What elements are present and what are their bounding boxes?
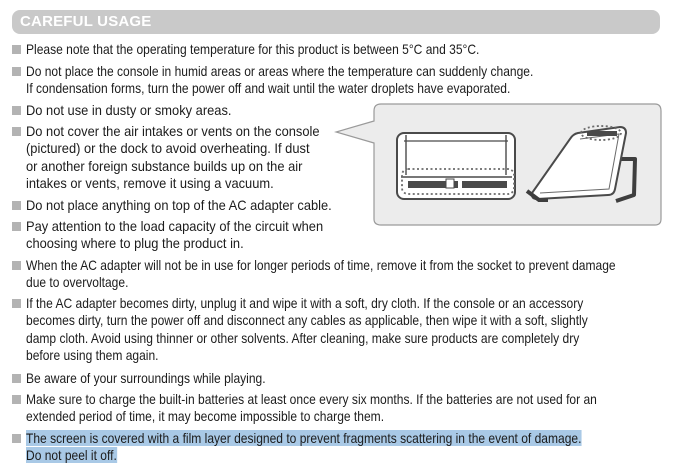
list-item-air-intakes <box>12 123 362 193</box>
item-line: Do not cover the air intakes or vents on the console <box>26 123 320 139</box>
item-line: If condensation forms, turn the power off and wait until the water droplets have evaporated. <box>26 80 511 97</box>
highlighted-text: Do not peel it off. <box>26 447 117 464</box>
item-line: choosing where to plug the product in. <box>26 235 244 252</box>
item-line: due to overvoltage. <box>26 274 129 291</box>
item-line: intakes or vents, remove it using a vacuum. <box>26 175 274 192</box>
item-line: Please note that the operating temperature for this product is between 5°C and 35°C. <box>26 41 480 57</box>
item-line: If the AC adapter becomes dirty, unplug it and wipe it with a soft, dry cloth. If the console or an accessory <box>26 295 584 311</box>
item-line: (pictured) or the dock to avoid overheating. If dust <box>26 140 310 157</box>
item-line: before using them again. <box>26 347 159 364</box>
item-line: Do not use in dusty or smoky areas. <box>26 102 232 118</box>
list-item-batteries <box>12 391 680 426</box>
list-item-ac-adapter-unused <box>12 257 680 292</box>
item-line: Do not place the console in humid areas or areas where the temperature can suddenly change. <box>26 63 534 79</box>
list-item-ac-cable <box>12 197 362 214</box>
bullet-square <box>12 395 21 404</box>
bullet-square <box>12 222 21 231</box>
section-title: CAREFUL USAGE <box>20 13 152 30</box>
bullet-square <box>12 45 21 54</box>
list-item-humidity <box>12 63 680 98</box>
list-item-load-capacity <box>12 218 362 253</box>
bullet-square <box>12 299 21 308</box>
bullet-square <box>12 261 21 270</box>
bullet-square <box>12 201 21 210</box>
bullet-square <box>12 374 21 383</box>
item-line: When the AC adapter will not be in use for longer periods of time, remove it from the socket to prevent damage <box>26 257 616 273</box>
item-line: Pay attention to the load capacity of the circuit when <box>26 218 324 234</box>
list-item-operating-temperature <box>12 41 680 58</box>
bullet-square <box>12 67 21 76</box>
item-line: Be aware of your surroundings while playing. <box>26 370 266 386</box>
item-line: extended period of time, it may become impossible to charge them. <box>26 408 385 425</box>
list-item-dusty-areas <box>12 102 362 119</box>
bullet-square <box>12 127 21 136</box>
item-line: damp cloth. Avoid using thinner or other solvents. After cleaning, make sure products are completely dry <box>26 329 580 346</box>
dock-icon <box>397 133 515 199</box>
item-line: or another foreign substance builds up on the air <box>26 157 303 174</box>
item-line: Make sure to charge the built-in batteries at least once every six months. If the batteries are not used for an <box>26 391 597 407</box>
item-line: becomes dirty, turn the power off and disconnect any cables as applicable, then wipe it with a soft, slightly <box>26 312 588 329</box>
list-item-surroundings <box>12 370 680 387</box>
console-vents-illustration <box>334 103 662 227</box>
section-header-bar <box>12 10 660 34</box>
highlighted-text: The screen is covered with a film layer designed to prevent fragments scattering in the event of damage. <box>26 430 582 446</box>
item-line: Do not place anything on top of the AC adapter cable. <box>26 197 332 213</box>
list-item-screen-film <box>12 430 680 465</box>
bullet-square <box>12 434 21 443</box>
bullet-square <box>12 106 21 115</box>
list-item-cleaning <box>12 295 680 365</box>
